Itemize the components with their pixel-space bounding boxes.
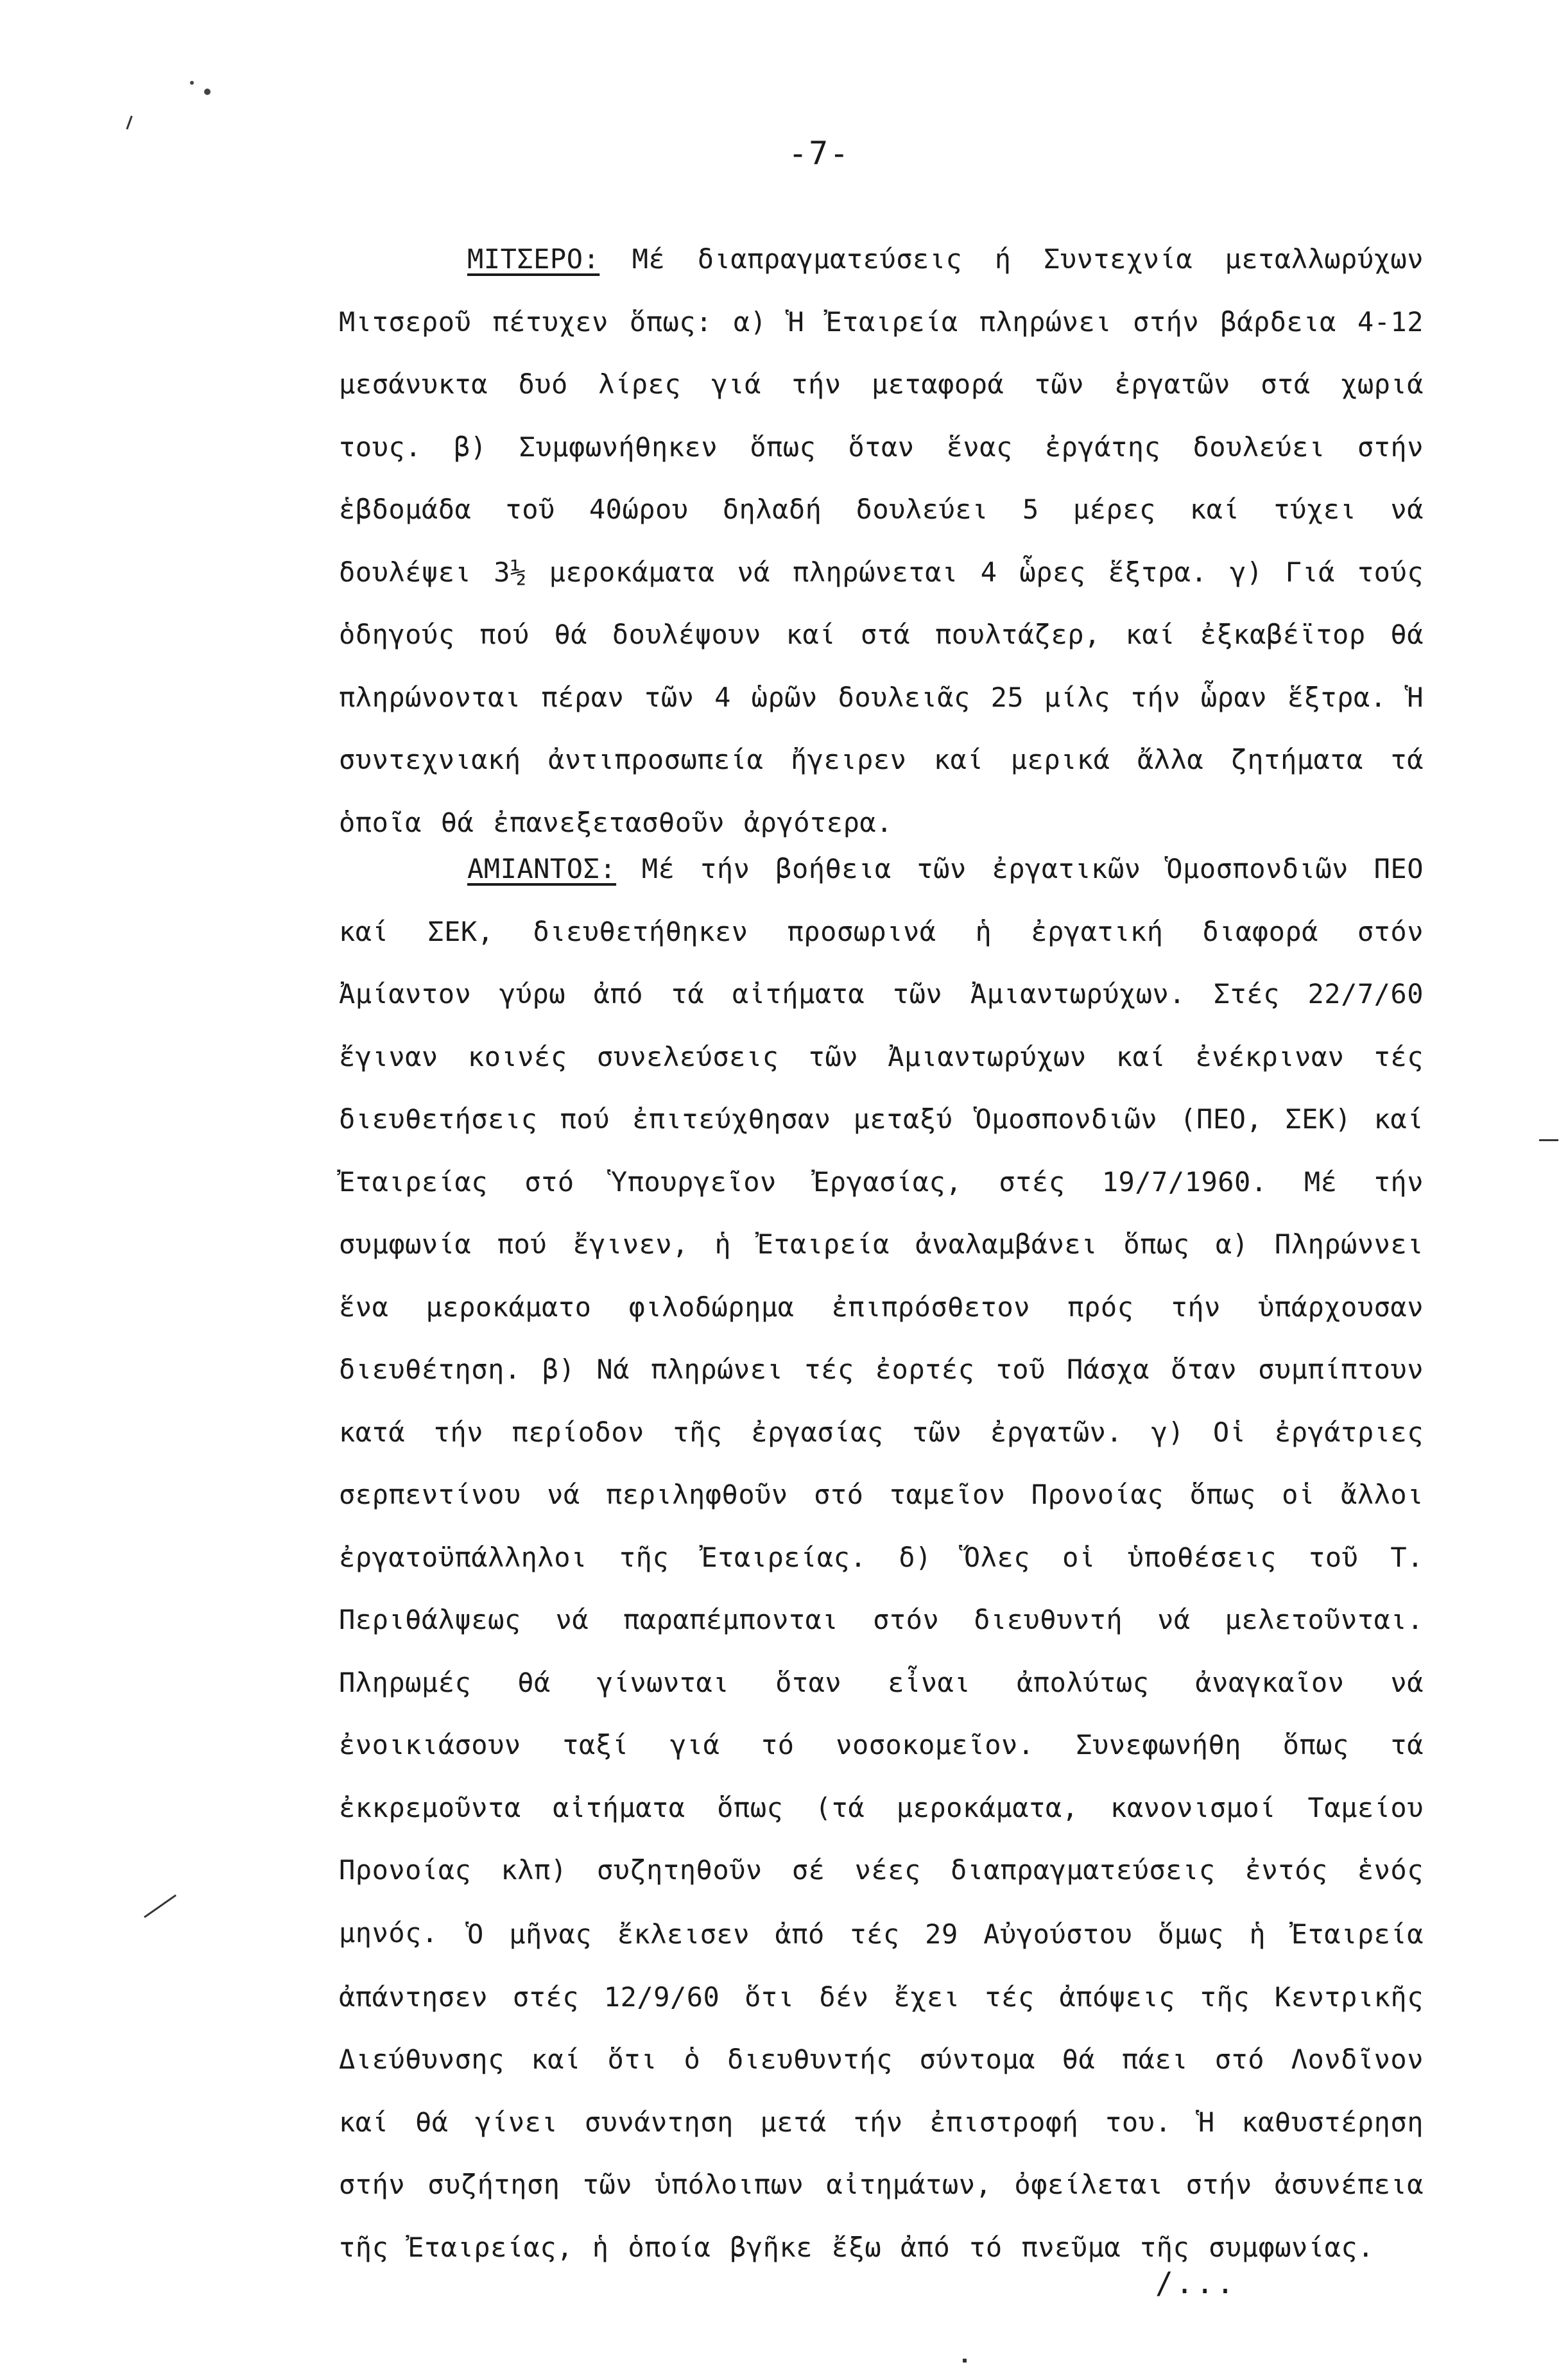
paragraph-amiantos: [339, 838, 1424, 1964]
page-number: -7-: [788, 135, 850, 172]
paragraph-heading: ΑΜΙΑΝΤΟΣ:: [467, 853, 617, 884]
scan-mark: [144, 1895, 177, 1918]
paragraph-mitsero: [339, 228, 1424, 854]
scan-mark: [963, 2359, 967, 2363]
paragraph-text: Ὁ μῆνας ἔκλεισεν ἀπό τές 29 Αὐγούστου ὅμως ἡ Ἐταιρεία ἀπάντησεν στές 12/9/60 ὅτι δέν ἔχει τές ἀπόψεις τῆς Κεντρικῆς Διεύθυνσης καί ὅτι ὁ διευθυντής σύντομα θά πάει στό Λονδῖνον καί θά γίνει συνάντηση μετά τήν ἐπιστροφή του. Ἡ καθυστέρηση στήν συζήτηση τῶν ὑπόλοιπων αἰτημάτων, ὀφείλεται στήν ἀσυνέπεια τῆς Ἐταιρείας, ἡ ὁποία βγῆκε ἔξω ἀπό τό πνεῦμα τῆς συμφωνίας.: [339, 1918, 1424, 2263]
scan-speck: [204, 89, 211, 95]
paragraph-text: Μέ διαπραγματεύσεις ή Συντεχνία μεταλλωρύχων Μιτσεροῦ πέτυχεν ὅπως: α) Ἡ Ἐταιρεία πληρώνει στήν βάρδεια 4-12 μεσάνυκτα δυό λίρες γιά τήν μεταφορά τῶν ἐργατῶν στά χωριά τους. β) Συμφωνήθηκεν ὅπως ὅταν ἕνας ἐργάτης δουλεύει στήν ἑβδομάδα τοῦ 40ώρου δηλαδή δουλεύει 5 μέρες καί τύχει νά δουλέψει 3½ μεροκάματα νά πληρώνεται 4 ὧρες ἕξτρα. γ) Γιά τούς ὁδηγούς πού θά δουλέψουν καί στά πουλτάζερ, καί ἐξκαβέϊτορ θά πληρώνονται πέραν τῶν 4 ὡρῶν δουλειᾶς 25 μίλς τήν ὧραν ἕξτρα. Ἡ συντεχνιακή ἀντιπροσωπεία ἤγειρεν καί μερικά ἄλλα ζητήματα τά ὁποῖα θά ἐπανεξετασθοῦν ἀργότερα.: [339, 243, 1424, 838]
scan-mark: [126, 116, 132, 130]
paragraph-text: Μέ τήν βοήθεια τῶν ἐργατικῶν Ὁμοσπονδιῶν ΠΕΟ καί ΣΕΚ, διευθετήθηκεν προσωρινά ἡ ἐργατική διαφορά στόν Ἀμίαντον γύρω ἀπό τά αἰτήματα τῶν Ἀμιαντωρύχων. Στές 22/7/60 ἔγιναν κοινές συνελεύσεις τῶν Ἀμιαντωρύχων καί ἐνέκριναν τές διευθετήσεις πού ἐπιτεύχθησαν μεταξύ Ὁμοσπονδιῶν (ΠΕΟ, ΣΕΚ) καί Ἐταιρείας στό Ὑπουργεῖον Ἐργασίας, στές 19/7/1960. Μέ τήν συμφωνία πού ἔγινεν, ἡ Ἐταιρεία ἀναλαμβάνει ὅπως α) Πληρώννει ἕνα μεροκάματο φιλοδώρημα ἐπιπρόσθετον πρός τήν ὑπάρχουσαν διευθέτηση. β) Νά πληρώνει τές ἐορτές τοῦ Πάσχα ὅταν συμπίπτουν κατά τήν περίοδον τῆς ἐργασίας τῶν ἐργατῶν. γ) Οἱ ἐργάτριες σερπεντίνου νά περιληφθοῦν στό ταμεῖον Προνοίας ὅπως οἱ ἄλλοι ἐργατοϋπάλληλοι τῆς Ἐταιρείας. δ) Ὅλες οἱ ὑποθέσεις τοῦ Τ. Περιθάλψεως νά παραπέμπονται στόν διευθυντή νά μελετοῦνται. Πληρωμές θά γίνωνται ὅταν εἶναι ἀπολύτως ἀναγκαῖον νά ἐνοικιάσουν ταξί γιά τό νοσοκομεῖον. Συνεφωνήθη ὅπως τά ἐκκρεμοῦντα αἰτήματα ὅπως (τά μεροκάματα, κανονισμοί Ταμείου Προνοίας κλπ) συζητηθοῦν σέ νέες διαπραγματεύσεις ἐντός ἑνός μηνός.: [339, 853, 1424, 1949]
scan-speck: [190, 81, 194, 85]
paragraph-heading: ΜΙΤΣΕΡΟ:: [467, 243, 600, 275]
continuation-mark: /...: [1155, 2266, 1237, 2300]
scan-mark: [1539, 1139, 1558, 1141]
paragraph-company-response: [339, 1903, 1424, 2278]
